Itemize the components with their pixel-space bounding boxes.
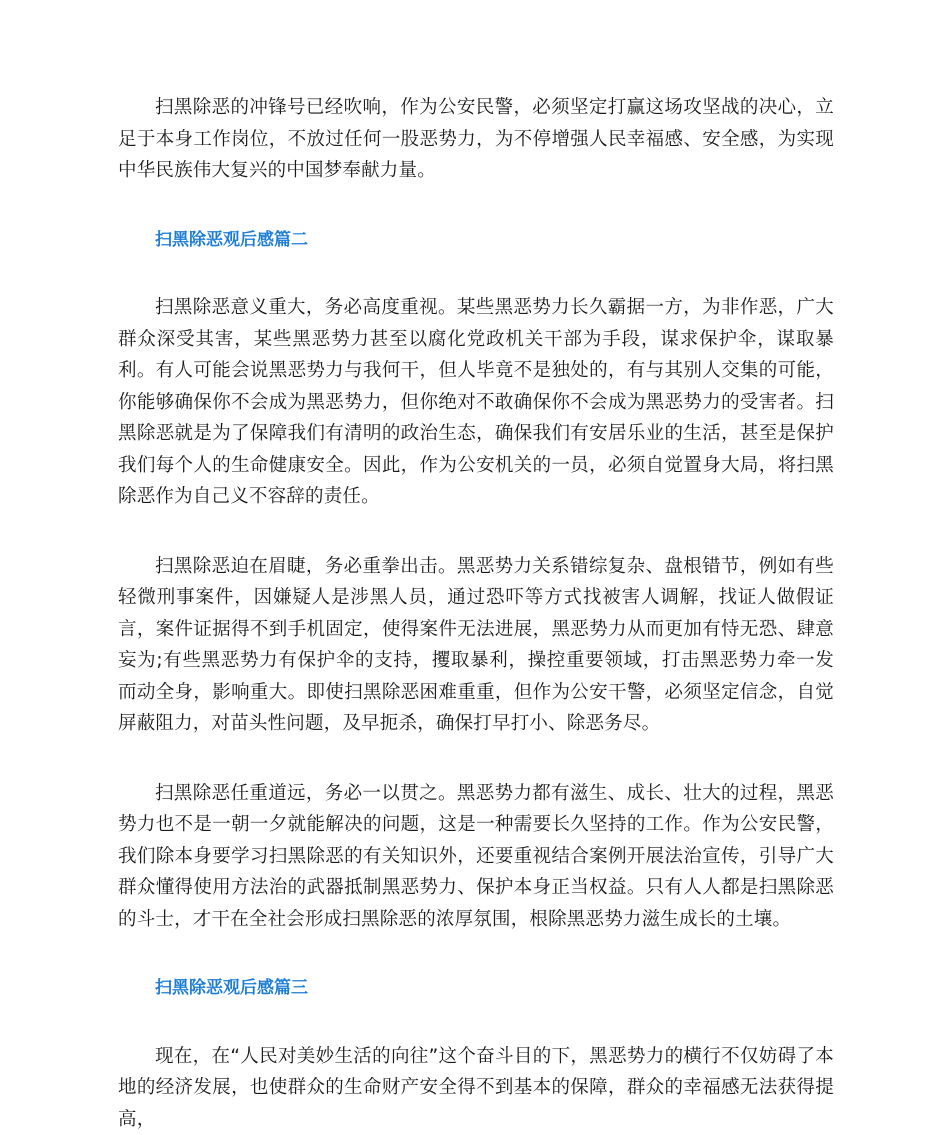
paragraph-2: 扫黑除恶意义重大，务必高度重视。某些黑恶势力长久霸据一方，为非作恶，广大群众深受其害，某些黑恶势力甚至以腐化党政机关干部为手段，谋求保护伞，谋取暴利。有人可能会说黑恶势力与我何干，但人毕竟不是独处的，有与其别人交集的可能，你能够确保你不会成为黑恶势力，但你绝对不敢确保你不会成为黑恶势力的受害者。扫黑除恶就是为了保障我们有清明的政治生态，确保我们有安居乐业的生活，甚至是保护我们每个人的生命健康安全。因此，作为公安机关的一员，必须自觉置身大局，将扫黑除恶作为自己义不容辞的责任。 [118,292,834,513]
document-page [118,92,834,1135]
section-heading-3: 扫黑除恶观后感篇三 [118,973,834,1005]
section-heading-2: 扫黑除恶观后感篇二 [118,225,834,257]
paragraph-4: 扫黑除恶任重道远，务必一以贯之。黑恶势力都有滋生、成长、壮大的过程，黑恶势力也不是一朝一夕就能解决的问题，这是一种需要长久坚持的工作。作为公安民警，我们除本身要学习扫黑除恶的有关知识外，还要重视结合案例开展法治宣传，引导广大群众懂得使用方法治的武器抵制黑恶势力、保护本身正当权益。只有人人都是扫黑除恶的斗士，才干在全社会形成扫黑除恶的浓厚氛围，根除黑恶势力滋生成长的土壤。 [118,778,834,936]
paragraph-5: 现在，在“人民对美妙生活的向往”这个奋斗目的下，黑恶势力的横行不仅妨碍了本地的经济发展，也使群众的生命财产安全得不到基本的保障，群众的幸福感无法获得提高， [118,1041,834,1135]
paragraph-3: 扫黑除恶迫在眉睫，务必重拳出击。黑恶势力关系错综复杂、盘根错节，例如有些轻微刑事案件，因嫌疑人是涉黑人员，通过恐吓等方式找被害人调解，找证人做假证言，案件证据得不到手机固定，使得案件无法进展，黑恶势力从而更加有恃无恐、肆意妄为;有些黑恶势力有保护伞的支持，攫取暴利，操控重要领域，打击黑恶势力牵一发而动全身，影响重大。即使扫黑除恶困难重重，但作为公安干警，必须坚定信念，自觉屏蔽阻力，对苗头性问题，及早扼杀，确保打早打小、除恶务尽。 [118,551,834,740]
paragraph-1: 扫黑除恶的冲锋号已经吹响，作为公安民警，必须坚定打赢这场攻坚战的决心，立足于本身工作岗位，不放过任何一股恶势力，为不停增强人民幸福感、安全感，为实现中华民族伟大复兴的中国梦奉献力量。 [118,92,834,187]
